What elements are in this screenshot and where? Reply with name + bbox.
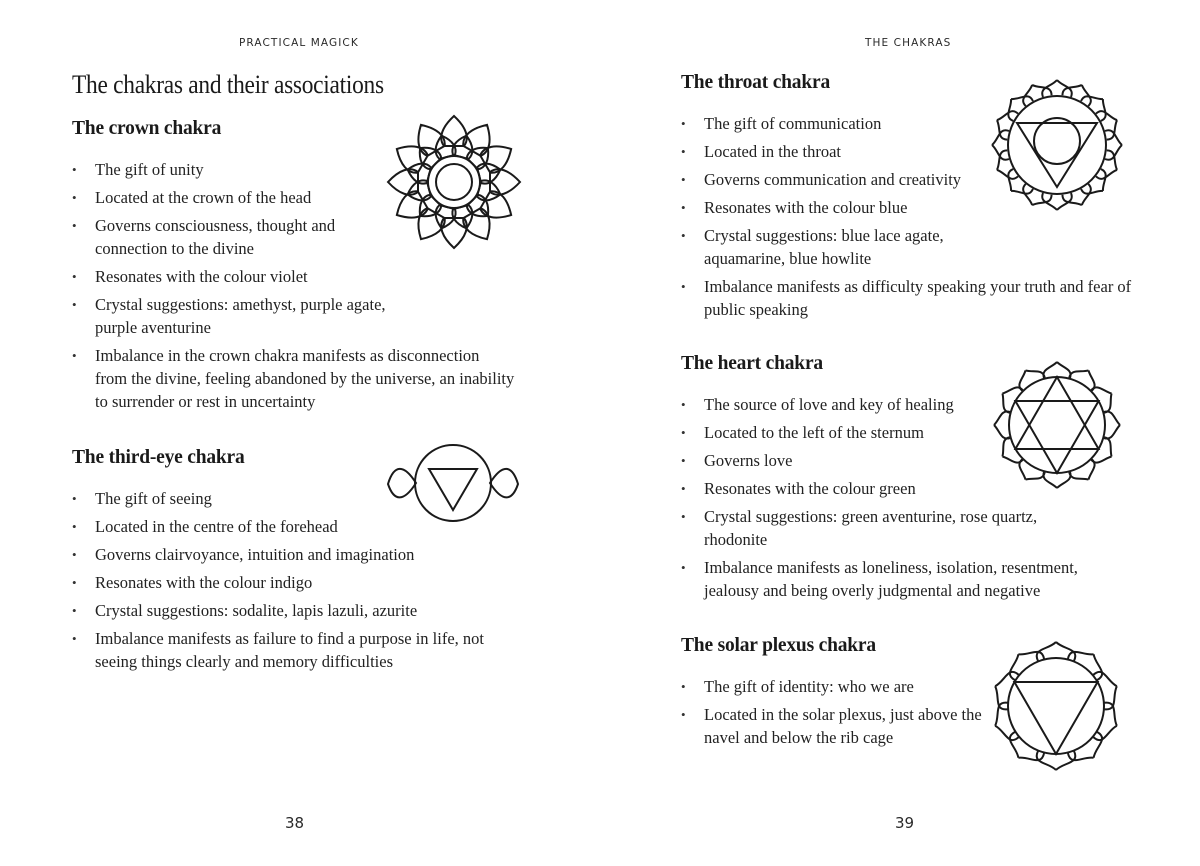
running-head-right: THE CHAKRAS: [865, 37, 952, 49]
list-item: • Governs consciousness, thought and connection to the divine: [72, 214, 355, 260]
throat-chakra-icon: [990, 78, 1124, 212]
third-eye-chakra-icon: [386, 442, 520, 524]
list-item: • Located in the solar plexus, just above the navel and below the rib cage: [681, 703, 984, 749]
list-item: • Resonates with the colour indigo: [72, 571, 512, 594]
list-item: • Crystal suggestions: sodalite, lapis lazuli, azurite: [72, 599, 512, 622]
running-head-left: PRACTICAL MAGICK: [239, 37, 359, 49]
list-item: • The gift of communication: [681, 112, 1121, 135]
list-item: • Imbalance manifests as loneliness, isolation, resentment, jealousy and being overly judgmental and negative: [681, 556, 1129, 602]
list-item: • Governs love: [681, 449, 1121, 472]
list-item: • The gift of seeing: [72, 487, 512, 510]
section-heading: The solar plexus chakra: [681, 635, 876, 656]
section-heading: The crown chakra: [72, 118, 222, 139]
list-item: • Governs communication and creativity: [681, 168, 1121, 191]
list-item: • Crystal suggestions: blue lace agate, aquamarine, blue howlite: [681, 224, 974, 270]
right-page: [600, 0, 1200, 866]
list-item: • Located to the left of the sternum: [681, 421, 1121, 444]
section-heading: The throat chakra: [681, 72, 830, 93]
page-title: The chakras and their associations: [72, 70, 384, 99]
solar-plexus-chakra-icon: [990, 640, 1122, 772]
list-item: • The source of love and key of healing: [681, 393, 1121, 416]
section-heading: The third-eye chakra: [72, 447, 245, 468]
list-item: • Crystal suggestions: green aventurine, rose quartz, rhodonite: [681, 505, 1104, 551]
list-item: • Resonates with the colour violet: [72, 265, 452, 288]
page-number-left: 38: [285, 814, 305, 832]
list-item: • The gift of identity: who we are: [681, 675, 981, 698]
list-item: • Located in the centre of the forehead: [72, 515, 512, 538]
bullet-list: [681, 675, 981, 749]
list-item: • The gift of unity: [72, 158, 452, 181]
heart-chakra-icon: [992, 360, 1122, 490]
list-item: • Imbalance in the crown chakra manifests as disconnection from the divine, feeling abandoned by the universe, an inability to surrender or rest in uncertainty: [72, 344, 515, 413]
page-number-right: 39: [895, 814, 915, 832]
list-item: • Located at the crown of the head: [72, 186, 452, 209]
list-item: • Crystal suggestions: amethyst, purple agate, purple aventurine: [72, 293, 395, 339]
crown-chakra-icon: [386, 114, 522, 250]
list-item: • Resonates with the colour blue: [681, 196, 1121, 219]
list-item: • Resonates with the colour green: [681, 477, 1121, 500]
list-item: • Imbalance manifests as failure to find a purpose in life, not seeing things clearly and memory difficulties: [72, 627, 505, 673]
section-heading: The heart chakra: [681, 353, 823, 374]
list-item: • Imbalance manifests as difficulty speaking your truth and fear of public speaking: [681, 275, 1134, 321]
list-item: • Governs clairvoyance, intuition and imagination: [72, 543, 512, 566]
list-item: • Located in the throat: [681, 140, 1121, 163]
